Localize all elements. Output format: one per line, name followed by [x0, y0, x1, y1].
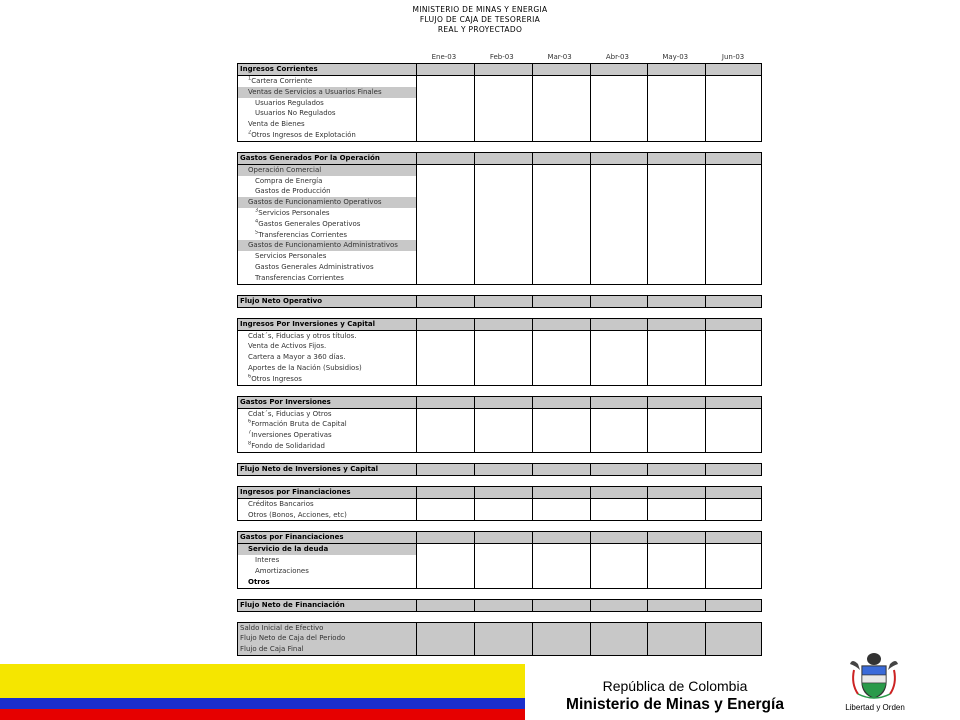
row-label-text: Usuarios Regulados	[255, 98, 324, 107]
row-label-text: Otros	[248, 577, 270, 586]
row-label-text: Amortizaciones	[255, 566, 309, 575]
month-header-4: Abr-03	[605, 53, 629, 61]
section-header-row	[238, 319, 761, 331]
row-label-text: Venta de Bienes	[248, 120, 305, 129]
row-label-text: Flujo Neto de Caja del Periodo	[240, 634, 346, 643]
row-label	[238, 219, 416, 230]
table-row	[238, 441, 761, 452]
section-title: Flujo Neto de Inversiones y Capital	[240, 464, 379, 473]
table-row	[238, 87, 761, 98]
row-label	[238, 130, 416, 141]
row-label	[238, 108, 416, 119]
row-label	[238, 87, 416, 98]
row-label-text: Formación Bruta de Capital	[251, 420, 347, 429]
section-title: Ingresos por Financiaciones	[240, 487, 351, 496]
row-label-text: Compra de Energía	[255, 176, 323, 185]
table-group	[237, 295, 762, 308]
row-label-text: Venta de Activos Fijos.	[248, 342, 327, 351]
row-label-text: Cdat´s, Fiducias y otros títulos.	[248, 331, 357, 340]
row-label-text: Servicio de la deuda	[248, 545, 329, 554]
table-row	[238, 76, 761, 87]
group-body	[238, 409, 761, 452]
row-label-text: Cdat´s, Fiducias y Otros	[248, 409, 332, 418]
table-row	[238, 240, 761, 251]
row-label-text: Servicios Personales	[258, 208, 330, 217]
section-title: Flujo Neto Operativo	[240, 296, 323, 305]
flag-red-stripe	[0, 709, 525, 720]
row-label	[238, 273, 416, 284]
section-header-row	[238, 464, 761, 475]
section-title: Ingresos Corrientes	[240, 65, 318, 73]
footnote-marker: 2	[248, 129, 252, 136]
footnote-marker: 5	[255, 229, 259, 236]
footnote-marker: 6	[248, 373, 252, 380]
group-body	[238, 544, 761, 587]
row-label-text: Inversiones Operativas	[251, 431, 332, 440]
table-row	[238, 566, 761, 577]
group-body	[238, 331, 761, 385]
ministerio-label: Ministerio de Minas y Energía	[566, 696, 784, 713]
table-group	[237, 463, 762, 476]
coat-of-arms-icon	[848, 650, 900, 702]
table-row	[238, 98, 761, 109]
month-header-1: Ene-03	[431, 53, 457, 61]
row-label	[238, 510, 416, 521]
cash-flow-table	[237, 53, 762, 656]
section-title: Gastos Generados Por la Operación	[240, 153, 380, 162]
table-row	[238, 499, 761, 510]
table-group	[237, 599, 762, 612]
section-header-row	[238, 600, 761, 611]
section-header-row	[238, 296, 761, 307]
table-row	[238, 430, 761, 441]
row-label	[238, 341, 416, 352]
row-label	[238, 76, 416, 87]
group-body	[238, 499, 761, 521]
section-title: Gastos por Financiaciones	[240, 533, 344, 542]
table-group	[237, 486, 762, 522]
table-row	[238, 544, 761, 555]
row-label	[238, 555, 416, 566]
report-title	[0, 5, 960, 35]
row-label	[238, 240, 416, 251]
table-row	[238, 130, 761, 141]
row-label	[238, 374, 416, 385]
group-body	[238, 623, 761, 655]
row-label	[238, 566, 416, 577]
table-row	[238, 230, 761, 241]
republica-label: República de Colombia	[602, 678, 748, 694]
row-label	[238, 331, 416, 342]
row-label-text: Gastos de Funcionamiento Administrativos	[248, 241, 398, 250]
row-label	[238, 544, 416, 555]
section-header-row	[238, 64, 761, 76]
row-label	[238, 419, 416, 430]
row-label-text: Saldo Inicial de Efectivo	[240, 623, 324, 632]
month-header-row	[237, 53, 762, 63]
row-label-text: Créditos Bancarios	[248, 499, 314, 508]
row-label	[238, 623, 416, 634]
table-group	[237, 622, 762, 656]
table-row	[238, 108, 761, 119]
table-group	[237, 531, 762, 588]
row-label	[238, 186, 416, 197]
table-row	[238, 176, 761, 187]
row-label	[238, 409, 416, 420]
footnote-marker: 1	[248, 76, 252, 82]
section-header-row	[238, 397, 761, 409]
table-row	[238, 197, 761, 208]
table-row	[238, 208, 761, 219]
table-row	[238, 273, 761, 284]
row-label	[238, 363, 416, 374]
row-label	[238, 230, 416, 241]
section-title: Flujo Neto de Financiación	[240, 600, 345, 609]
section-header-row	[238, 487, 761, 499]
footer-text	[525, 678, 825, 714]
group-body	[238, 76, 761, 141]
title-line-3: REAL Y PROYECTADO	[437, 25, 523, 34]
row-label-text: Transferencias Corrientes	[258, 230, 348, 239]
month-header-2: Feb-03	[489, 53, 514, 61]
row-label-text: Cartera a Mayor a 360 días.	[248, 353, 346, 362]
table-row	[238, 186, 761, 197]
table-row	[238, 352, 761, 363]
row-label	[238, 165, 416, 176]
table-row	[238, 510, 761, 521]
table-row	[238, 374, 761, 385]
row-label	[238, 577, 416, 588]
row-label	[238, 208, 416, 219]
colombia-flag-bar	[0, 664, 525, 720]
motto-label: Libertad y Orden	[845, 703, 905, 712]
table-row	[238, 219, 761, 230]
row-label	[238, 499, 416, 510]
footnote-marker: 6	[248, 419, 252, 425]
row-label-text: Interes	[255, 556, 280, 565]
table-row	[238, 644, 761, 655]
row-label-text: Gastos Generales Operativos	[258, 219, 361, 228]
row-label	[238, 430, 416, 441]
row-label-text: Cartera Corriente	[251, 77, 313, 85]
table-row	[238, 419, 761, 430]
row-label-text: Usuarios No Regulados	[255, 109, 336, 118]
row-label	[238, 352, 416, 363]
row-label	[238, 98, 416, 109]
table-group	[237, 318, 762, 386]
table-group	[237, 63, 762, 142]
month-header-6: Jun-03	[721, 53, 745, 61]
row-label-text: Gastos Generales Administrativos	[255, 262, 374, 271]
table-row	[238, 251, 761, 262]
row-label-text: Flujo de Caja Final	[240, 645, 304, 654]
section-title: Ingresos Por Inversiones y Capital	[240, 319, 376, 328]
row-label-text: Transferencias Corrientes	[255, 273, 344, 282]
row-label-text: Otros Ingresos de Explotación	[251, 130, 356, 139]
row-label-text: Otros Ingresos	[251, 374, 302, 383]
table-group	[237, 152, 762, 285]
table-row	[238, 331, 761, 342]
row-label	[238, 119, 416, 130]
footnote-marker: 8	[248, 440, 252, 447]
footnote-marker: 4	[255, 218, 259, 225]
title-line-1: MINISTERIO DE MINAS Y ENERGIA	[412, 5, 548, 14]
flag-blue-stripe	[0, 698, 525, 709]
row-label-text: Gastos de Producción	[255, 187, 331, 196]
table-row	[238, 633, 761, 644]
row-label	[238, 176, 416, 187]
month-header-5: May-03	[662, 53, 689, 61]
row-label-text: Ventas de Servicios a Usuarios Finales	[248, 87, 382, 96]
row-label-text: Fondo de Solidaridad	[251, 441, 325, 450]
footnote-marker: 3	[255, 207, 259, 214]
table-row	[238, 577, 761, 588]
row-label-text: Operación Comercial	[248, 165, 322, 174]
title-line-2: FLUJO DE CAJA DE TESORERIA	[419, 15, 541, 24]
table-row	[238, 165, 761, 176]
row-label-text: Servicios Personales	[255, 252, 327, 261]
section-title: Gastos Por Inversiones	[240, 397, 331, 406]
row-label-text: Gastos de Funcionamiento Operativos	[248, 198, 382, 207]
table-row	[238, 119, 761, 130]
month-header-3: Mar-03	[547, 53, 572, 61]
table-row	[238, 262, 761, 273]
row-label	[238, 197, 416, 208]
table-row	[238, 341, 761, 352]
section-header-row	[238, 153, 761, 165]
table-row	[238, 623, 761, 634]
table-row	[238, 555, 761, 566]
row-label	[238, 262, 416, 273]
row-label	[238, 441, 416, 452]
section-header-row	[238, 532, 761, 544]
table-row	[238, 363, 761, 374]
row-label	[238, 644, 416, 655]
table-row	[238, 409, 761, 420]
row-label-text: Otros (Bonos, Acciones, etc)	[248, 510, 347, 519]
table-group	[237, 396, 762, 453]
flag-yellow-stripe	[0, 664, 525, 698]
row-label	[238, 633, 416, 644]
row-label-text: Aportes de la Nación (Subsidios)	[248, 363, 362, 372]
row-label	[238, 251, 416, 262]
footnote-marker: 7	[248, 430, 252, 436]
group-body	[238, 165, 761, 284]
